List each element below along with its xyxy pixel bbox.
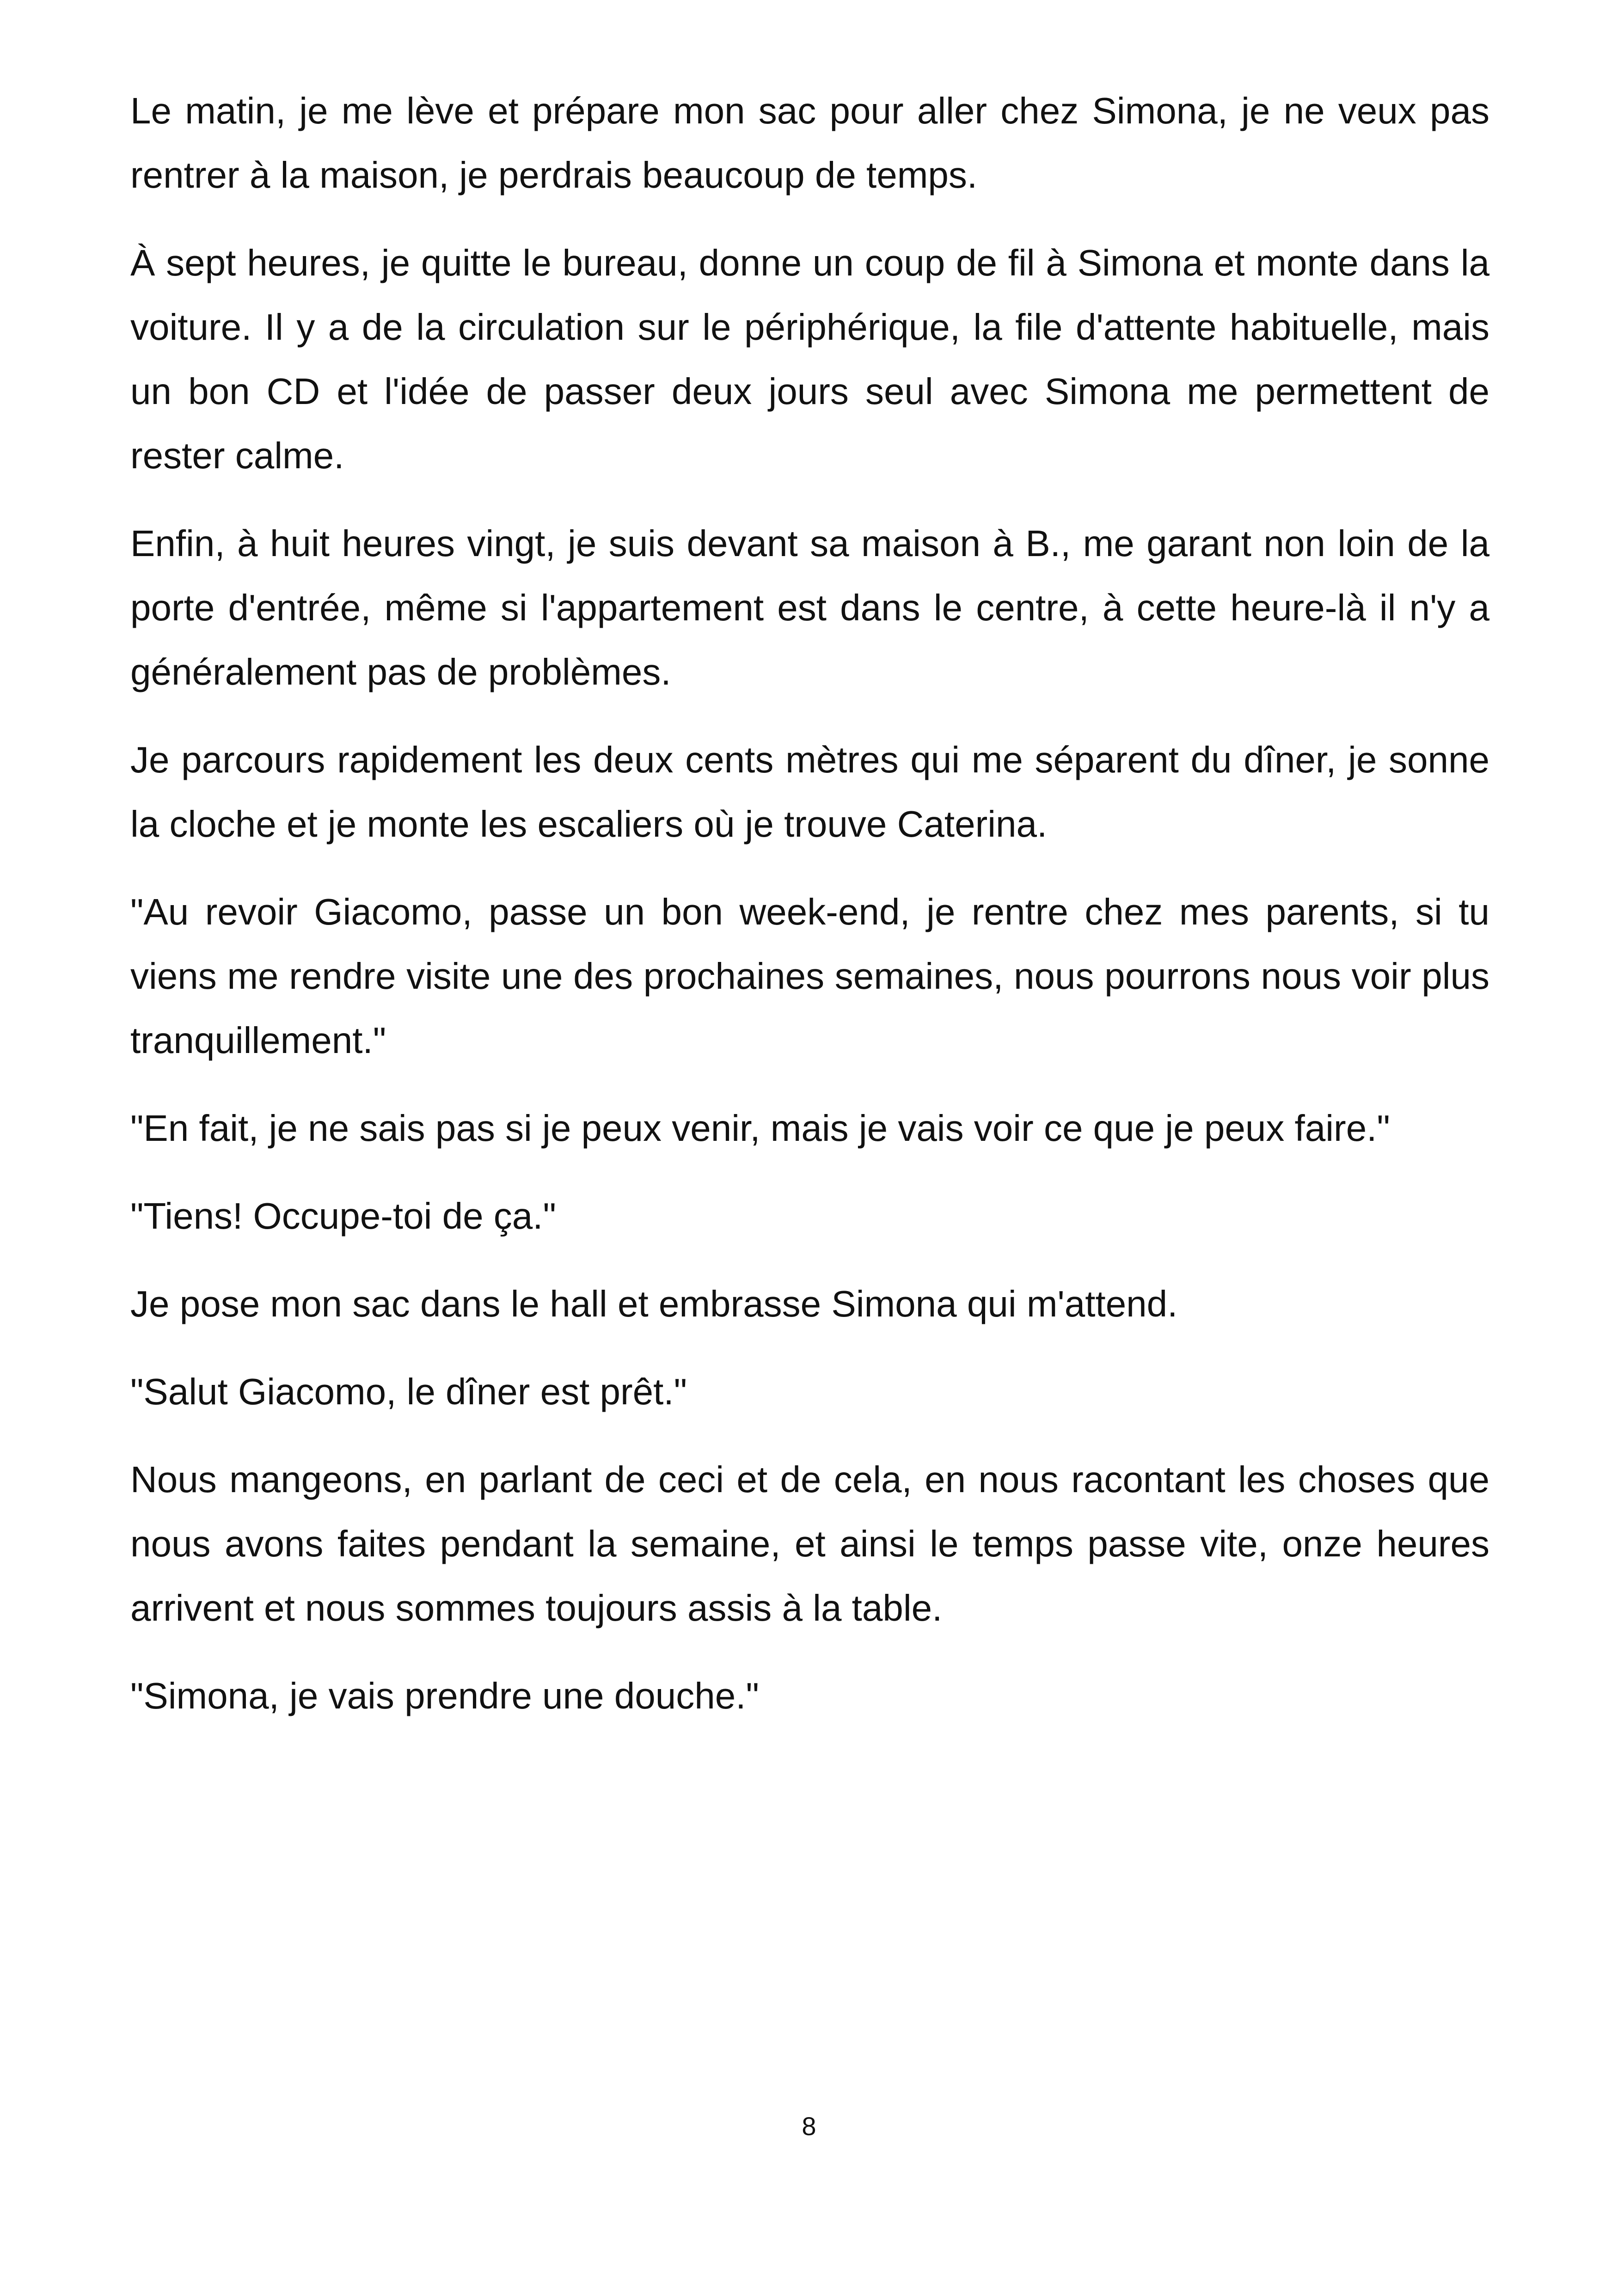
paragraph-2: À sept heures, je quitte le bureau, donne un coup de fil à Simona et monte dans la voiture. Il y a de la circulation sur le périphérique, la file d'attente habituelle, mais un bon CD et l'idée de passer deux jours seul avec Simona me permettent de rester calme. <box>130 242 1489 476</box>
paragraph-6: "En fait, je ne sais pas si je peux venir, mais je vais voir ce que je peux faire." <box>130 1108 1390 1149</box>
paragraph-3: Enfin, à huit heures vingt, je suis devant sa maison à B., me garant non loin de la porte d'entrée, même si l'appartement est dans le centre, à cette heure-là il n'y a généralement pas de problèmes. <box>130 523 1489 692</box>
paragraph-7: "Tiens! Occupe-toi de ça." <box>130 1195 556 1237</box>
text-body <box>130 79 1489 1751</box>
paragraph-11: "Simona, je vais prendre une douche." <box>130 1675 759 1716</box>
paragraph-10: Nous mangeons, en parlant de ceci et de cela, en nous racontant les choses que nous avons faites pendant la semaine, et ainsi le temps passe vite, onze heures arrivent et nous sommes toujours assis à la table. <box>130 1459 1489 1629</box>
paragraph-8: Je pose mon sac dans le hall et embrasse Simona qui m'attend. <box>130 1283 1178 1324</box>
paragraph-5: "Au revoir Giacomo, passe un bon week-end, je rentre chez mes parents, si tu viens me rendre visite une des prochaines semaines, nous pourrons nous voir plus tranquillement." <box>130 891 1489 1061</box>
paragraph-4: Je parcours rapidement les deux cents mètres qui me séparent du dîner, je sonne la cloche et je monte les escaliers où je trouve Caterina. <box>130 739 1489 845</box>
page-number: 8 <box>802 2112 816 2141</box>
paragraph-1: Le matin, je me lève et prépare mon sac pour aller chez Simona, je ne veux pas rentrer à la maison, je perdrais beaucoup de temps. <box>130 90 1489 196</box>
paragraph-9: "Salut Giacomo, le dîner est prêt." <box>130 1371 687 1412</box>
